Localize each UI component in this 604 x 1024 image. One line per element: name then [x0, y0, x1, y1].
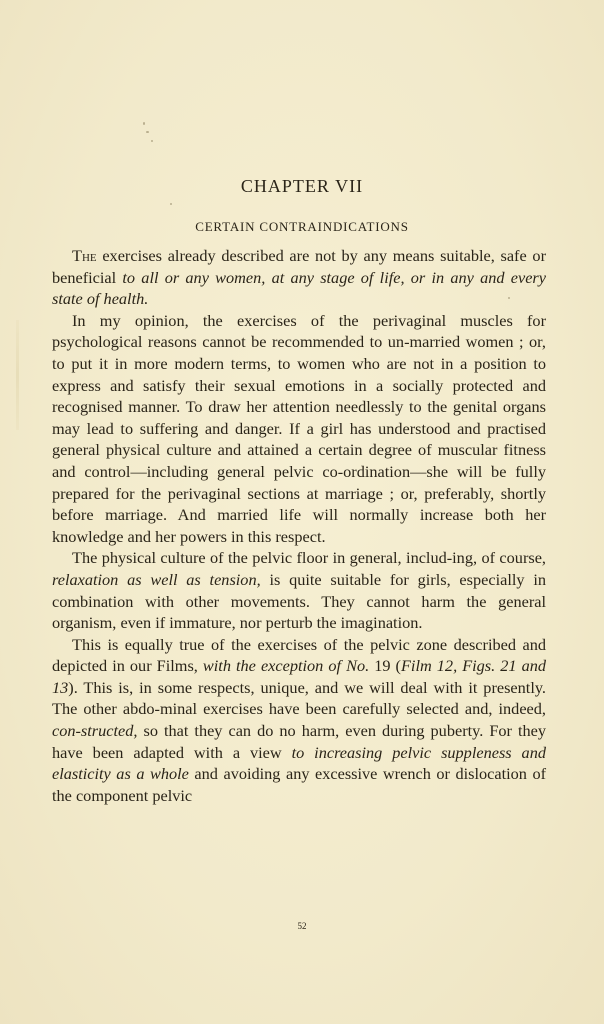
speck [146, 131, 149, 133]
speck [143, 122, 145, 125]
italic-run: con-structed, [52, 721, 138, 741]
text-run: 19 ( [369, 656, 401, 676]
text-run: and avoiding any excessive wrench or dislocation of the component pelvic [52, 764, 547, 805]
italic-run: with the exception of No. [202, 656, 370, 676]
paragraph-lead: The [72, 246, 97, 265]
speck [170, 203, 172, 205]
paragraph [52, 245, 546, 310]
text-run: so that they can do no harm, even during puberty. For they have been adapted with a view [52, 721, 546, 762]
paragraph: In my opinion, the exercises of the perivaginal muscles for psychological reasons cannot be recommended to un-married women ; or, to put it in more modern terms, to women who are not in a position to express and satisfy their sexual emotions in a socially protected and recognised manner. To draw her attention needlessly to the genital organs may lead to suffering and danger. If a girl has understood and practised general physical culture and attained a certain degree of muscular fitness and control—including general pelvic co-ordination—she will be fully prepared for the perivaginal sections at marriage ; or, preferably, shortly before marriage. And married life will normally increase both her knowledge and her powers in this respect. [52, 310, 546, 546]
italic-run: to increasing pelvic suppleness and elasticity as a whole [52, 742, 546, 784]
text-run: ). This is, in some respects, unique, and we will deal with it presently. The other abdo-minal exercises have been carefully selected and, indeed, [52, 677, 546, 719]
chapter-heading: CHAPTER VII [240, 176, 364, 196]
paragraph [52, 634, 546, 807]
text-run: is quite suitable for girls, especially in combination with other movements. They cannot harm the general organism, even if immature, nor perturb the imagination. [52, 569, 546, 633]
body-text [52, 245, 546, 806]
italic-run: relaxation as well as tension, [52, 569, 261, 589]
page-number: 52 [297, 921, 307, 931]
text-run: The physical culture of the pelvic floor in general, includ-ing, of course, [72, 548, 546, 568]
text-run: This is equally true of the exercises of the pelvic zone described and depicted in our Films, [52, 634, 546, 676]
paragraph [52, 547, 546, 633]
speck [151, 140, 153, 142]
italic-run: Film 12, Figs. 21 and 13 [52, 656, 547, 697]
italic-run: to all or any women, at any stage of life, or in any and every state of health. [52, 267, 546, 309]
text-run: exercises already described are not by any means suitable, safe or beneficial [52, 246, 546, 287]
page-shadow [16, 320, 19, 430]
section-title: CERTAIN CONTRAINDICATIONS [195, 219, 409, 234]
